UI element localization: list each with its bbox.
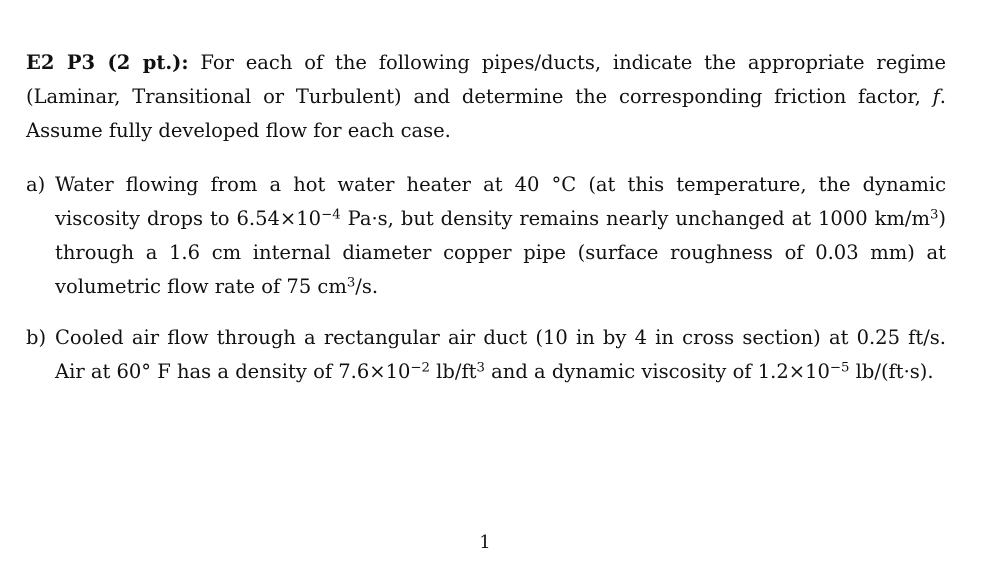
item-label-b: b) [26,326,47,349]
item-text-b [55,321,946,389]
intro-text: For each of the following pipes/ducts, indicate the appropriate regime (Laminar, Transitional or Turbulent) and determine the corresponding friction factor, [26,51,946,108]
item-b-exp-1: −2 [410,360,430,376]
item-b-exp-3: −5 [829,360,850,376]
friction-factor-symbol: f [932,85,940,108]
item-a-text-3: ) through a 1.6 cm internal diameter copper pipe (surface roughness of 0.03 mm) at volumetric flow rate of 75 cm [55,207,946,298]
item-label-a: a) [26,173,46,196]
problem-heading: E2 P3 (2 pt.): [26,51,189,74]
item-a-exp-2: 3 [929,207,939,223]
page-number: 1 [479,532,491,553]
item-b-exp-2: 3 [476,360,485,376]
intro-text-end: . Assume fully developed flow for each case. [26,85,946,142]
item-b-text-1: Cooled air flow through a rectangular air duct (10 in by 4 in cross section) at 0.25 ft/s. Air at 60° F has a density of 7.6×10 [55,326,946,383]
item-a-text-4: /s. [355,275,379,298]
item-a-exp-3: 3 [346,275,356,291]
list-item-a [26,168,946,304]
item-a-text-1: Water flowing from a hot water heater at 40 °C (at this temperature, the dynamic viscosity drops to 6.54×10 [55,173,946,230]
item-b-text-3: and a dynamic viscosity of 1.2×10 [484,360,830,383]
item-text-a [55,168,946,304]
list-item-b [26,321,946,389]
item-b-text-4: lb/(ft·s). [849,360,934,383]
item-a-exp-1: −4 [321,207,341,223]
item-b-text-2: lb/ft [429,360,477,383]
problem-intro [26,46,946,148]
item-a-text-2: Pa·s, but density remains nearly unchanged at 1000 km/m [340,207,930,230]
